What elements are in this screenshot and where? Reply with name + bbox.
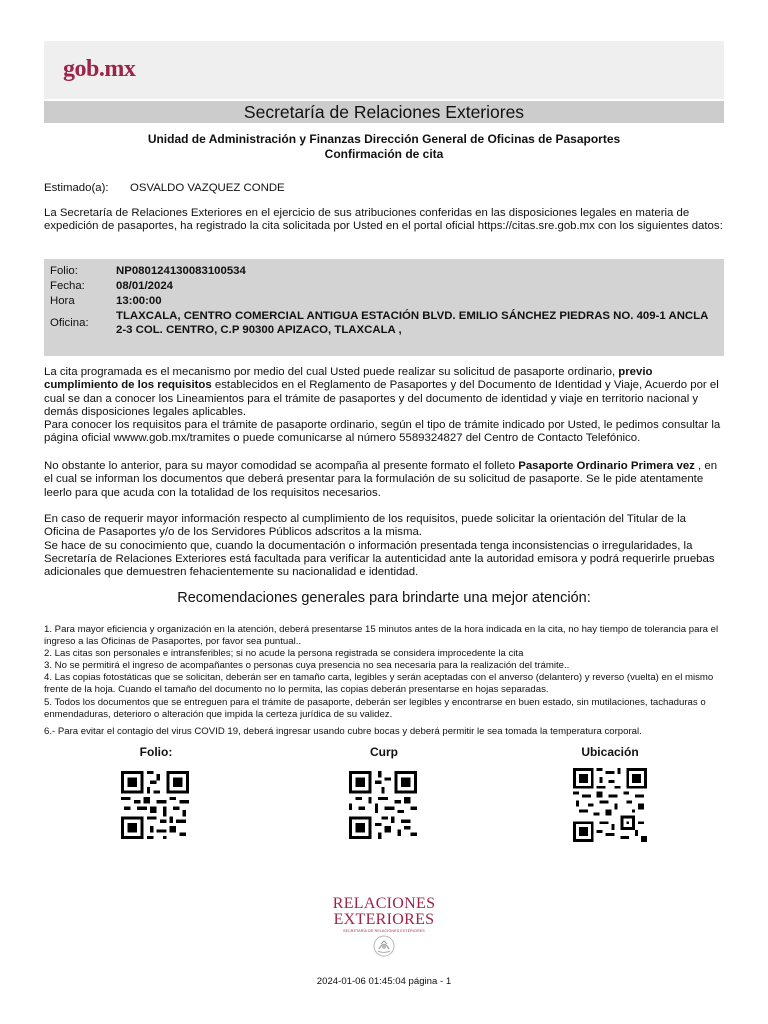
folio-label: Folio: [50,265,78,277]
curp-qr-code [346,771,420,839]
folio-value: NP080124130083100534 [116,265,246,277]
recommendation-item: 3. No se permitirá el ingreso de acompañantes o personas cuya presencia no sea necesaria para la realización del trámite.. [44,660,570,671]
information-text-b: Se hace de su conocimiento que, cuando la documentación o información presentada tenga inconsistencias o irregularidades, la Secretaría de Relaciones Exteriores está facultada para verificar la autenticidad ante la autoridad emisora y podrá requerirle pruebas adicionales que demuestren fehacientemente su nacionalidad e identidad. [44,539,715,579]
gob-mx-logo[interactable]: gob.mx [63,56,136,82]
document-title: Confirmación de cita [324,146,444,161]
subheading [44,132,724,161]
brochure-bold: Pasaporte Ordinario Primera vez [518,460,695,472]
appointment-details [44,259,724,356]
brochure-paragraph [44,460,724,500]
logo-line-2: EXTERIORES [333,911,435,928]
ubicacion-qr-label: Ubicación [581,745,639,759]
folio-qr-label: Folio: [139,745,173,759]
recommendations-title: Recomendaciones generales para brindarte una mejor atención: [177,590,591,606]
intro-paragraph: La Secretaría de Relaciones Exteriores en el ejercicio de sus atribuciones conferidas en las disposiciones legales en materia de expedición de pasaportes, ha registrado la cita solicitada por Usted en el portal oficial https://citas.sre.gob.mx con los siguientes datos: [44,207,723,233]
greeting-label: Estimado(a): [44,182,109,194]
information-text-a: En caso de requerir mayor información respecto al cumplimiento de los requisitos, puede solicitar la orientación del Titular de la Oficina de Pasaportes y/o de los Servidores Públicos adscritos a la misma. [44,513,686,539]
national-seal-icon [373,935,395,957]
oficina-label: Oficina: [50,317,89,329]
brochure-text-a: No obstante lo anterior, para su mayor comodidad se acompaña al presente formato el folleto [44,460,519,472]
recommendation-item: 1. Para mayor eficiencia y organización en la atención, deberá presentarse 15 minutos antes de la hora indicada en la cita, no hay tiempo de tolerancia para el ingreso a las Oficinas de Pasaportes, por favor sea puntual.. [44,624,719,647]
requirements-text-a: La cita programada es el mecanismo por medio del cual Usted puede realizar su solicitud de pasaporte ordinario, [44,366,619,378]
fecha-label: Fecha: [50,280,85,292]
logo-line-1: RELACIONES [332,895,436,912]
requirements-bold: previo cumplimiento de los requisitos [44,366,653,392]
recommendation-item: 5. Todos los documentos que se entreguen para el trámite de pasaporte, deberán ser legibles y encontrarse en buen estado, sin mutilaciones, tachaduras o enmendaduras, deterioro o alteración que impida la certeza jurídica de su validez. [44,697,706,720]
brochure-text-b: , en el cual se informan los documentos que deberá presentar para la formulación de su solicitud de pasaporte. Se le pide atentamente leerlo para que acuda con la totalidad de los requisitos necesarios. [44,460,718,499]
unit-name: Unidad de Administración y Finanzas Dirección General de Oficinas de Pasaportes [147,132,621,146]
ubicacion-qr-code [569,768,651,842]
requirements-contact: Para conocer los requisitos para el trámite de pasaporte ordinario, según el tipo de trámite indicado por Usted, le pedimos consultar la página oficial wwww.gob.mx/tramites o puede comunicarse al número 5589324827 del Centro de Contacto Telefónico. [44,419,721,445]
requirements-paragraph [44,366,724,446]
hora-value: 13:00:00 [116,295,162,307]
relaciones-exteriores-logo [318,896,450,933]
fecha-value: 08/01/2024 [116,280,174,292]
requirements-text-b: establecidos en el Reglamento de Pasaportes y del Documento de Identidad y Viaje, Acuerdo por el cual se dan a conocer los Lineamientos para el trámite de pasaportes y del documento de identidad y viaje en territorio nacional y demás disposiciones legales aplicables. [44,379,719,418]
page-title: Secretaría de Relaciones Exteriores [44,101,724,123]
recommendation-item: 4. Las copias fotostáticas que se solicitan, deberán ser en tamaño carta, legibles y serán aceptadas con el anverso (delantero) y reverso (vuelta) en el mismo frente de la hoja. Cuando el tamaño del documento no lo permita, las copias deberán presentarse en hojas separadas. [44,672,714,695]
recipient-name: OSVALDO VAZQUEZ CONDE [130,182,285,194]
hora-label: Hora [50,295,75,307]
curp-qr-label: Curp [370,745,398,759]
header-band [44,41,724,99]
oficina-value: TLAXCALA, CENTRO COMERCIAL ANTIGUA ESTACIÓN BLVD. EMILIO SÁNCHEZ PIEDRAS NO. 409-1 ANCLA 2-3 COL. CENTRO, C.P 90300 APIZACO, TLAXCALA , [116,310,708,336]
folio-qr-code [118,771,192,839]
print-timestamp: 2024-01-06 01:45:04 página - 1 [316,976,452,987]
recommendation-item: 2. Las citas son personales e intransferibles; si no acude la persona registrada se considera improcedente la cita [44,648,524,659]
information-paragraph [44,513,724,579]
recommendation-item: 6.- Para evitar el contagio del virus COVID 19, deberá ingresar usando cubre bocas y deberá permitir le sea tomada la temperatura corporal. [44,726,642,737]
logo-line-3: SECRETARÍA DE RELACIONES EXTERIORES [343,929,425,933]
greeting [44,182,285,194]
